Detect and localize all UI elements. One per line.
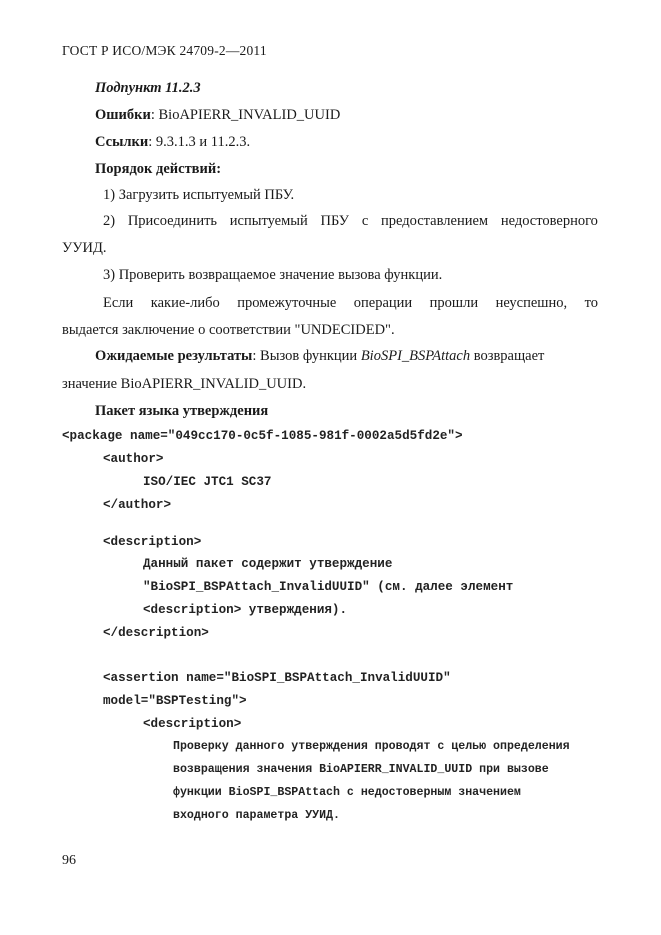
code-line: <description> утверждения). xyxy=(143,603,348,617)
expected-results-mid: : Вызов функции xyxy=(252,348,361,364)
step-2-word: Присоединить xyxy=(127,213,218,229)
expected-results-function: BioSPI_BSPAttach xyxy=(360,348,471,364)
code-line: <author> xyxy=(103,452,164,466)
note-word: то xyxy=(584,295,598,311)
errors-line: Ошибки: BioAPIERR_INVALID_UUID xyxy=(95,107,341,123)
procedure-step-2 xyxy=(103,212,598,230)
subclause-title: Подпункт 11.2.3 xyxy=(95,80,201,96)
expected-results-end: возвращает xyxy=(470,348,545,364)
note-word: прошли xyxy=(429,295,479,311)
procedure-note xyxy=(103,294,598,312)
code-line: <assertion name="BioSPI_BSPAttach_InvalidUUID" xyxy=(103,671,451,685)
code-line: <description> xyxy=(143,717,242,731)
note-word: Если xyxy=(103,295,134,311)
references-value: 9.3.1.3 и 11.2.3. xyxy=(155,134,251,150)
expected-results-label: Ожидаемые результаты xyxy=(95,348,253,364)
procedure-label: Порядок действий: xyxy=(95,161,222,177)
references-line: Ссылки: 9.3.1.3 и 11.2.3. xyxy=(95,134,251,150)
references-label: Ссылки xyxy=(95,134,149,150)
step-2-word: с xyxy=(361,213,369,229)
note-word: операции xyxy=(353,295,413,311)
step-2-word: недостоверного xyxy=(500,213,598,229)
code-line: model="BSPTesting"> xyxy=(103,694,247,708)
code-line: "BioSPI_BSPAttach_InvalidUUID" (см. далее элемент xyxy=(143,580,514,594)
errors-value: BioAPIERR_INVALID_UUID xyxy=(158,107,341,123)
procedure-step-1: 1) Загрузить испытуемый ПБУ. xyxy=(103,187,295,203)
expected-results-line xyxy=(95,347,544,365)
procedure-step-3: 3) Проверить возвращаемое значение вызова функции. xyxy=(103,267,443,283)
code-line: возвращения значения BioAPIERR_INVALID_UUID при вызове xyxy=(173,763,549,776)
assertion-package-label: Пакет языка утверждения xyxy=(95,403,269,419)
code-line: функции BioSPI_BSPAttach с недостоверным значением xyxy=(173,786,521,799)
step-2-word: предоставлением xyxy=(380,213,489,229)
step-2-word: ПБУ xyxy=(320,213,350,229)
code-line: <package name="049cc170-0c5f-1085-981f-0002a5d5fd2e"> xyxy=(62,429,463,443)
step-2-word: 2) xyxy=(103,213,116,229)
code-line: <description> xyxy=(103,535,202,549)
code-line: </author> xyxy=(103,498,172,512)
document-header: ГОСТ Р ИСО/МЭК 24709-2—2011 xyxy=(62,43,267,58)
procedure-note-continuation: выдается заключение о соответствии "UNDECIDED". xyxy=(62,322,395,338)
code-line: Данный пакет содержит утверждение xyxy=(143,557,393,571)
expected-results-continuation: значение BioAPIERR_INVALID_UUID. xyxy=(62,376,307,392)
note-word: какие-либо xyxy=(150,295,220,311)
errors-label: Ошибки xyxy=(95,107,151,123)
code-line: Проверку данного утверждения проводят с целью определения xyxy=(173,740,570,753)
code-line: входного параметра УУИД. xyxy=(173,809,340,822)
step-2-word: испытуемый xyxy=(229,213,308,229)
code-line: ISO/IEC JTC1 SC37 xyxy=(143,475,272,489)
note-word: неуспешно, xyxy=(495,295,568,311)
procedure-step-2-continuation: УУИД. xyxy=(62,240,107,256)
page-number: 96 xyxy=(62,853,76,868)
code-line: </description> xyxy=(103,626,209,640)
note-word: промежуточные xyxy=(237,295,337,311)
